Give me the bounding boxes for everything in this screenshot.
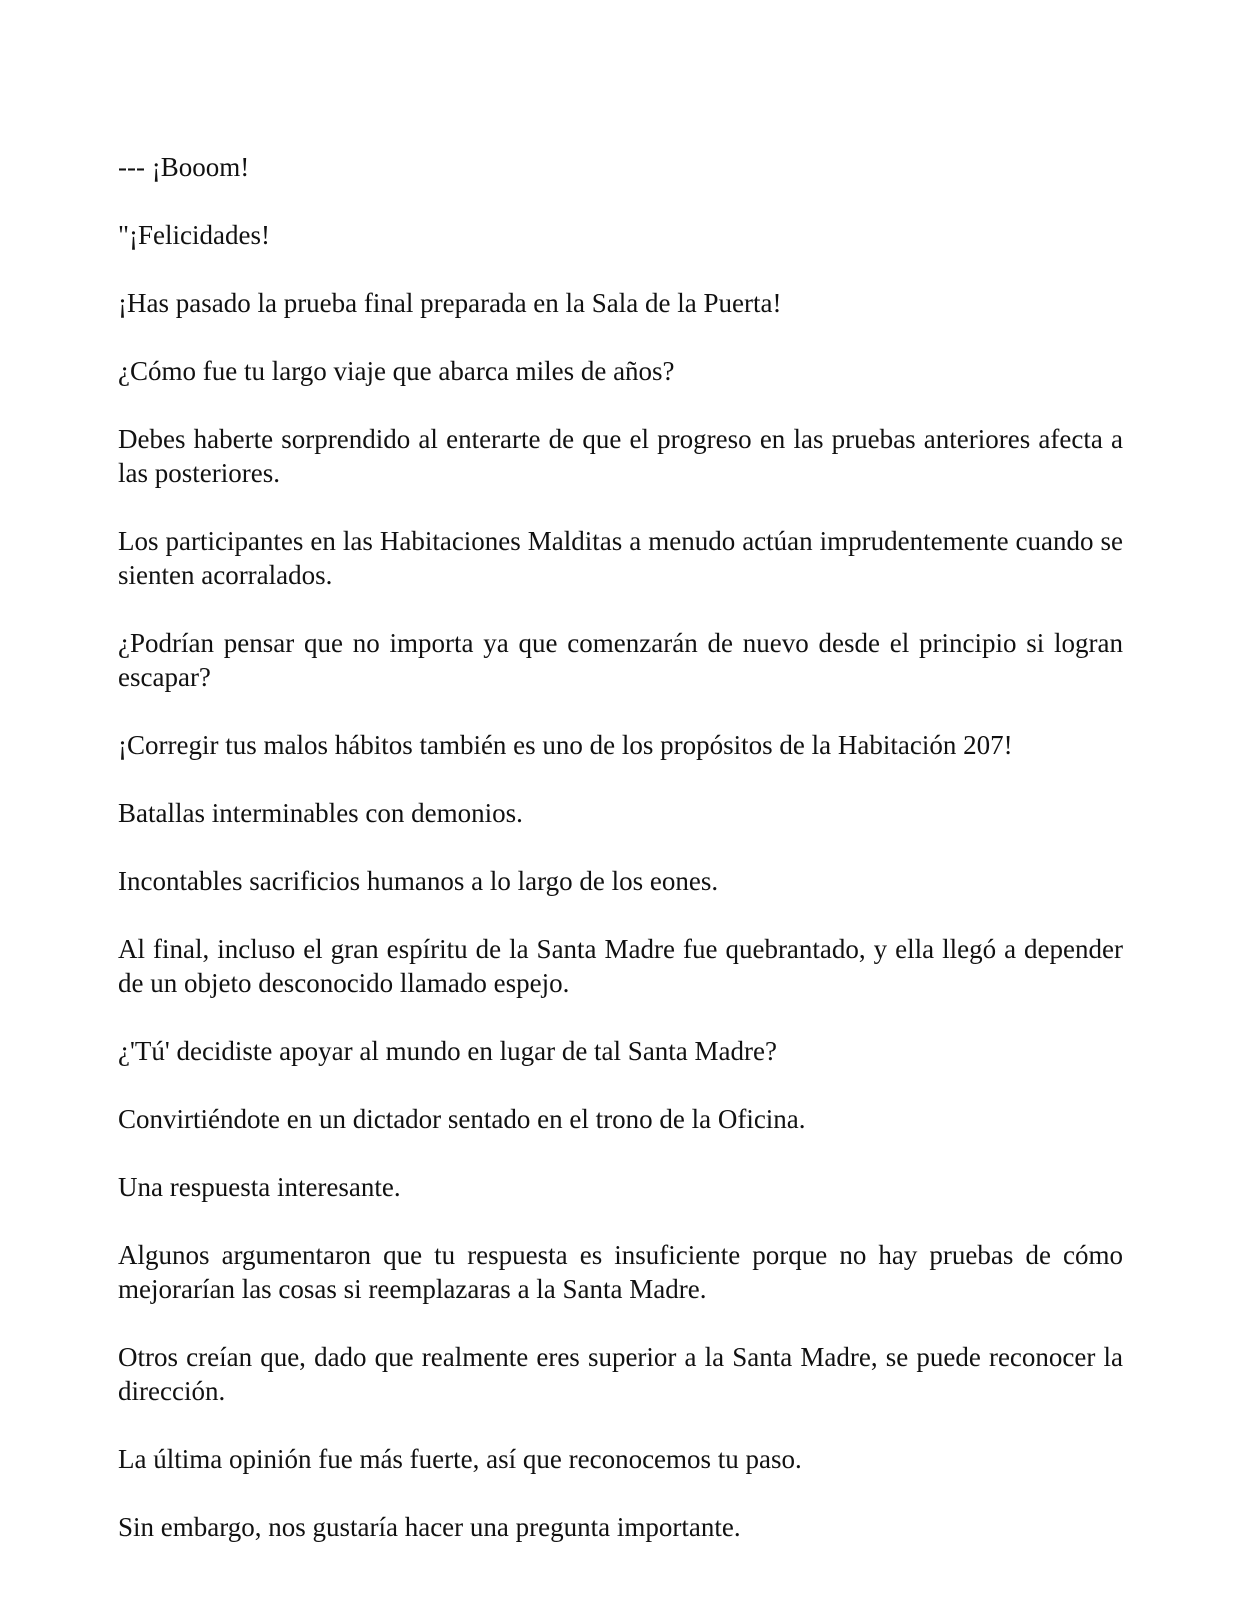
- paragraph-12: ¿'Tú' decidiste apoyar al mundo en lugar de tal Santa Madre?: [118, 1036, 777, 1066]
- paragraph-16: Otros creían que, dado que realmente eres superior a la Santa Madre, se puede reconocer la dirección.: [118, 1342, 1123, 1406]
- document-body: [118, 150, 1123, 1578]
- paragraph-14: Una respuesta interesante.: [118, 1172, 401, 1202]
- paragraph-8: ¡Corregir tus malos hábitos también es uno de los propósitos de la Habitación 207!: [118, 730, 1013, 760]
- paragraph-6: Los participantes en las Habitaciones Malditas a menudo actúan imprudentemente cuando se sienten acorralados.: [118, 526, 1123, 590]
- paragraph-5: Debes haberte sorprendido al enterarte de que el progreso en las pruebas anteriores afecta a las posteriores.: [118, 424, 1123, 488]
- paragraph-13: Convirtiéndote en un dictador sentado en el trono de la Oficina.: [118, 1104, 806, 1134]
- paragraph-3: ¡Has pasado la prueba final preparada en la Sala de la Puerta!: [118, 288, 782, 318]
- paragraph-17: La última opinión fue más fuerte, así que reconocemos tu paso.: [118, 1444, 802, 1474]
- paragraph-2: "¡Felicidades!: [118, 220, 270, 250]
- paragraph-1: --- ¡Booom!: [118, 152, 250, 182]
- paragraph-10: Incontables sacrificios humanos a lo largo de los eones.: [118, 866, 719, 896]
- paragraph-7: ¿Podrían pensar que no importa ya que comenzarán de nuevo desde el principio si logran escapar?: [118, 628, 1123, 692]
- paragraph-15: Algunos argumentaron que tu respuesta es insuficiente porque no hay pruebas de cómo mejorarían las cosas si reemplazaras a la Santa Madre.: [118, 1240, 1123, 1304]
- paragraph-11: Al final, incluso el gran espíritu de la Santa Madre fue quebrantado, y ella llegó a depender de un objeto desconocido llamado espejo.: [118, 934, 1123, 998]
- paragraph-4: ¿Cómo fue tu largo viaje que abarca miles de años?: [118, 356, 675, 386]
- paragraph-18: Sin embargo, nos gustaría hacer una pregunta importante.: [118, 1512, 741, 1542]
- paragraph-9: Batallas interminables con demonios.: [118, 798, 523, 828]
